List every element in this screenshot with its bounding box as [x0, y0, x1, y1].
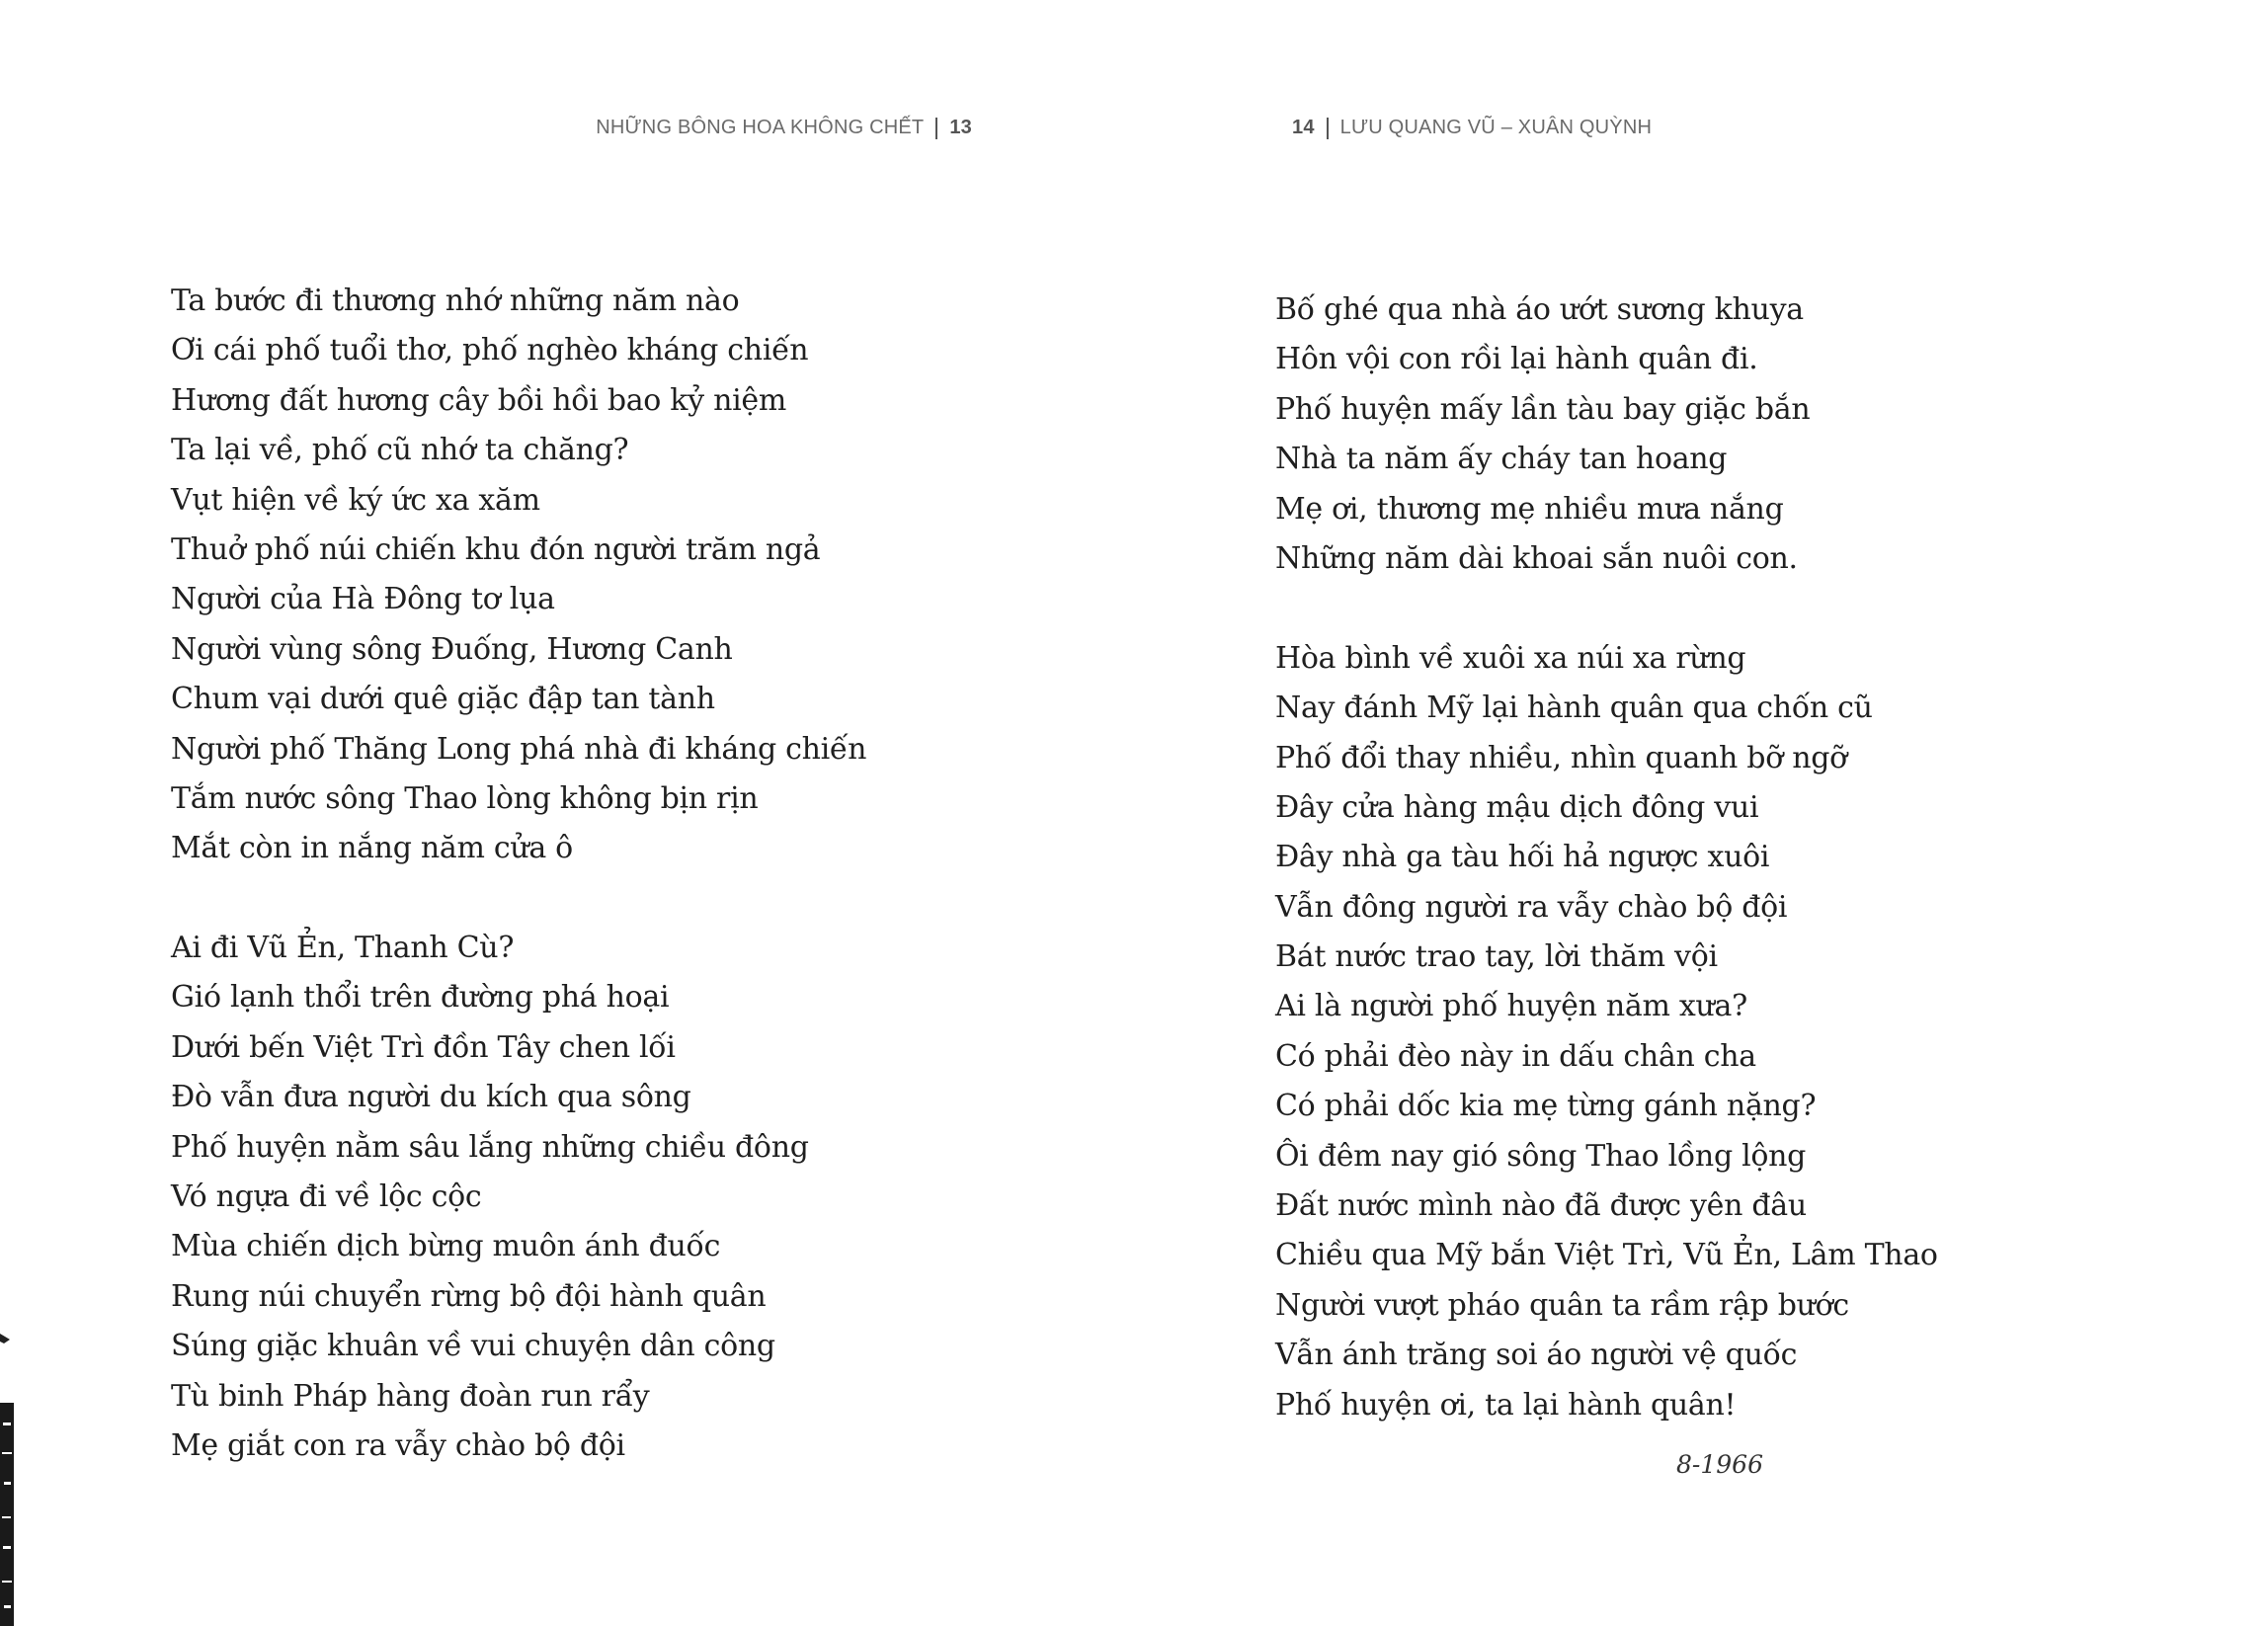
- poem-line: Mẹ ơi, thương mẹ nhiều mưa nắng: [1275, 491, 1784, 527]
- right-poem: [1275, 285, 1938, 1430]
- poem-line: Ai đi Vũ Ẻn, Thanh Cù?: [171, 931, 515, 966]
- poem-line: Ôi đêm nay gió sông Thao lồng lộng: [1275, 1138, 1807, 1174]
- poem-line: Bố ghé qua nhà áo ướt sương khuya: [1275, 292, 1804, 327]
- poem-line: Nay đánh Mỹ lại hành quân qua chốn cũ: [1275, 691, 1873, 726]
- poem-line: Ơi cái phố tuổi thơ, phố nghèo kháng chiến: [171, 333, 809, 368]
- poem-line: Phố đổi thay nhiều, nhìn quanh bỡ ngỡ: [1275, 740, 1847, 775]
- poem-line: Ta lại về, phố cũ nhớ ta chăng?: [171, 433, 629, 468]
- poem-line: Thuở phố núi chiến khu đón người trăm ngả: [171, 531, 821, 567]
- poem-line: Tắm nước sông Thao lòng không bịn rịn: [171, 780, 759, 816]
- poem-line: Người phố Thăng Long phá nhà đi kháng chiến: [171, 731, 867, 767]
- poem-line: Người của Hà Đông tơ lụa: [171, 582, 555, 617]
- poem-line: Những năm dài khoai sắn nuôi con.: [1275, 540, 1798, 576]
- poem-line: Ta bước đi thương nhớ những năm nào: [171, 284, 740, 318]
- poem-line: Nhà ta năm ấy cháy tan hoang: [1275, 442, 1728, 477]
- poem-line: Vó ngựa đi về lộc cộc: [171, 1179, 482, 1215]
- poem-line: Đất nước mình nào đã được yên đâu: [1275, 1188, 1807, 1224]
- poem-line: Đây cửa hàng mậu dịch đông vui: [1275, 789, 1759, 825]
- poem-line: Tù binh Pháp hàng đoàn run rẩy: [171, 1378, 650, 1414]
- poem-line: Ai là người phố huyện năm xưa?: [1275, 989, 1747, 1024]
- left-running-title: NHỮNG BÔNG HOA KHÔNG CHẾT: [596, 117, 925, 138]
- left-page-number: 13: [949, 117, 972, 138]
- poem-line: Mắt còn in nắng năm cửa ô: [171, 831, 573, 866]
- page-edge-illustration: [0, 1334, 16, 1626]
- poem-line: Vẫn ánh trăng soi áo người vệ quốc: [1275, 1338, 1798, 1373]
- left-poem: [171, 277, 866, 1471]
- poem-line: Mẹ giắt con ra vẫy chào bộ đội: [171, 1427, 625, 1463]
- poem-line: Phố huyện mấy lần tàu bay giặc bắn: [1275, 391, 1811, 427]
- right-running-header: [1292, 117, 1652, 139]
- poem-line: Rung núi chuyển rừng bộ đội hành quân: [171, 1278, 767, 1314]
- stanza-break: [1275, 584, 1938, 633]
- poem-line: Chum vại dưới quê giặc đập tan tành: [171, 682, 715, 717]
- poem-line: Phố huyện ơi, ta lại hành quân!: [1275, 1387, 1737, 1423]
- right-page-number: 14: [1292, 117, 1315, 138]
- poem-line: Súng giặc khuân về vui chuyện dân công: [171, 1329, 775, 1364]
- poem-line: Vụt hiện về ký ức xa xăm: [171, 482, 540, 518]
- right-running-title: LƯU QUANG VŨ – XUÂN QUỲNH: [1339, 117, 1653, 138]
- poem-line: Bát nước trao tay, lời thăm vội: [1275, 939, 1718, 975]
- poem-line: Hòa bình về xuôi xa núi xa rừng: [1275, 640, 1746, 676]
- poem-line: Mùa chiến dịch bừng muôn ánh đuốc: [171, 1229, 721, 1264]
- poem-line: Vẫn đông người ra vẫy chào bộ đội: [1275, 889, 1788, 925]
- poem-line: Người vượt pháo quân ta rầm rập bước: [1275, 1287, 1849, 1323]
- poem-line: Có phải đèo này in dấu chân cha: [1275, 1038, 1756, 1074]
- poem-line: Đây nhà ga tàu hối hả ngược xuôi: [1275, 840, 1770, 875]
- poem-line: Hương đất hương cây bồi hồi bao kỷ niệm: [171, 382, 786, 418]
- stanza-break: [171, 874, 866, 924]
- header-separator: [935, 118, 937, 139]
- poem-line: Chiều qua Mỹ bắn Việt Trì, Vũ Ẻn, Lâm Thao: [1275, 1238, 1938, 1273]
- poem-line: Người vùng sông Đuống, Hương Canh: [171, 631, 733, 667]
- header-separator: [1327, 118, 1329, 139]
- left-running-header: [596, 117, 972, 139]
- poem-line: Đò vẫn đưa người du kích qua sông: [171, 1080, 691, 1115]
- poem-line: Dưới bến Việt Trì đồn Tây chen lối: [171, 1029, 676, 1065]
- poem-line: Hôn vội con rồi lại hành quân đi.: [1275, 342, 1758, 377]
- poem-date: 8-1966: [1676, 1450, 1763, 1479]
- right-page: [1134, 0, 2268, 1626]
- poem-line: Có phải dốc kia mẹ từng gánh nặng?: [1275, 1089, 1817, 1124]
- poem-line: Gió lạnh thổi trên đường phá hoại: [171, 980, 670, 1016]
- poem-line: Phố huyện nằm sâu lắng những chiều đông: [171, 1129, 809, 1165]
